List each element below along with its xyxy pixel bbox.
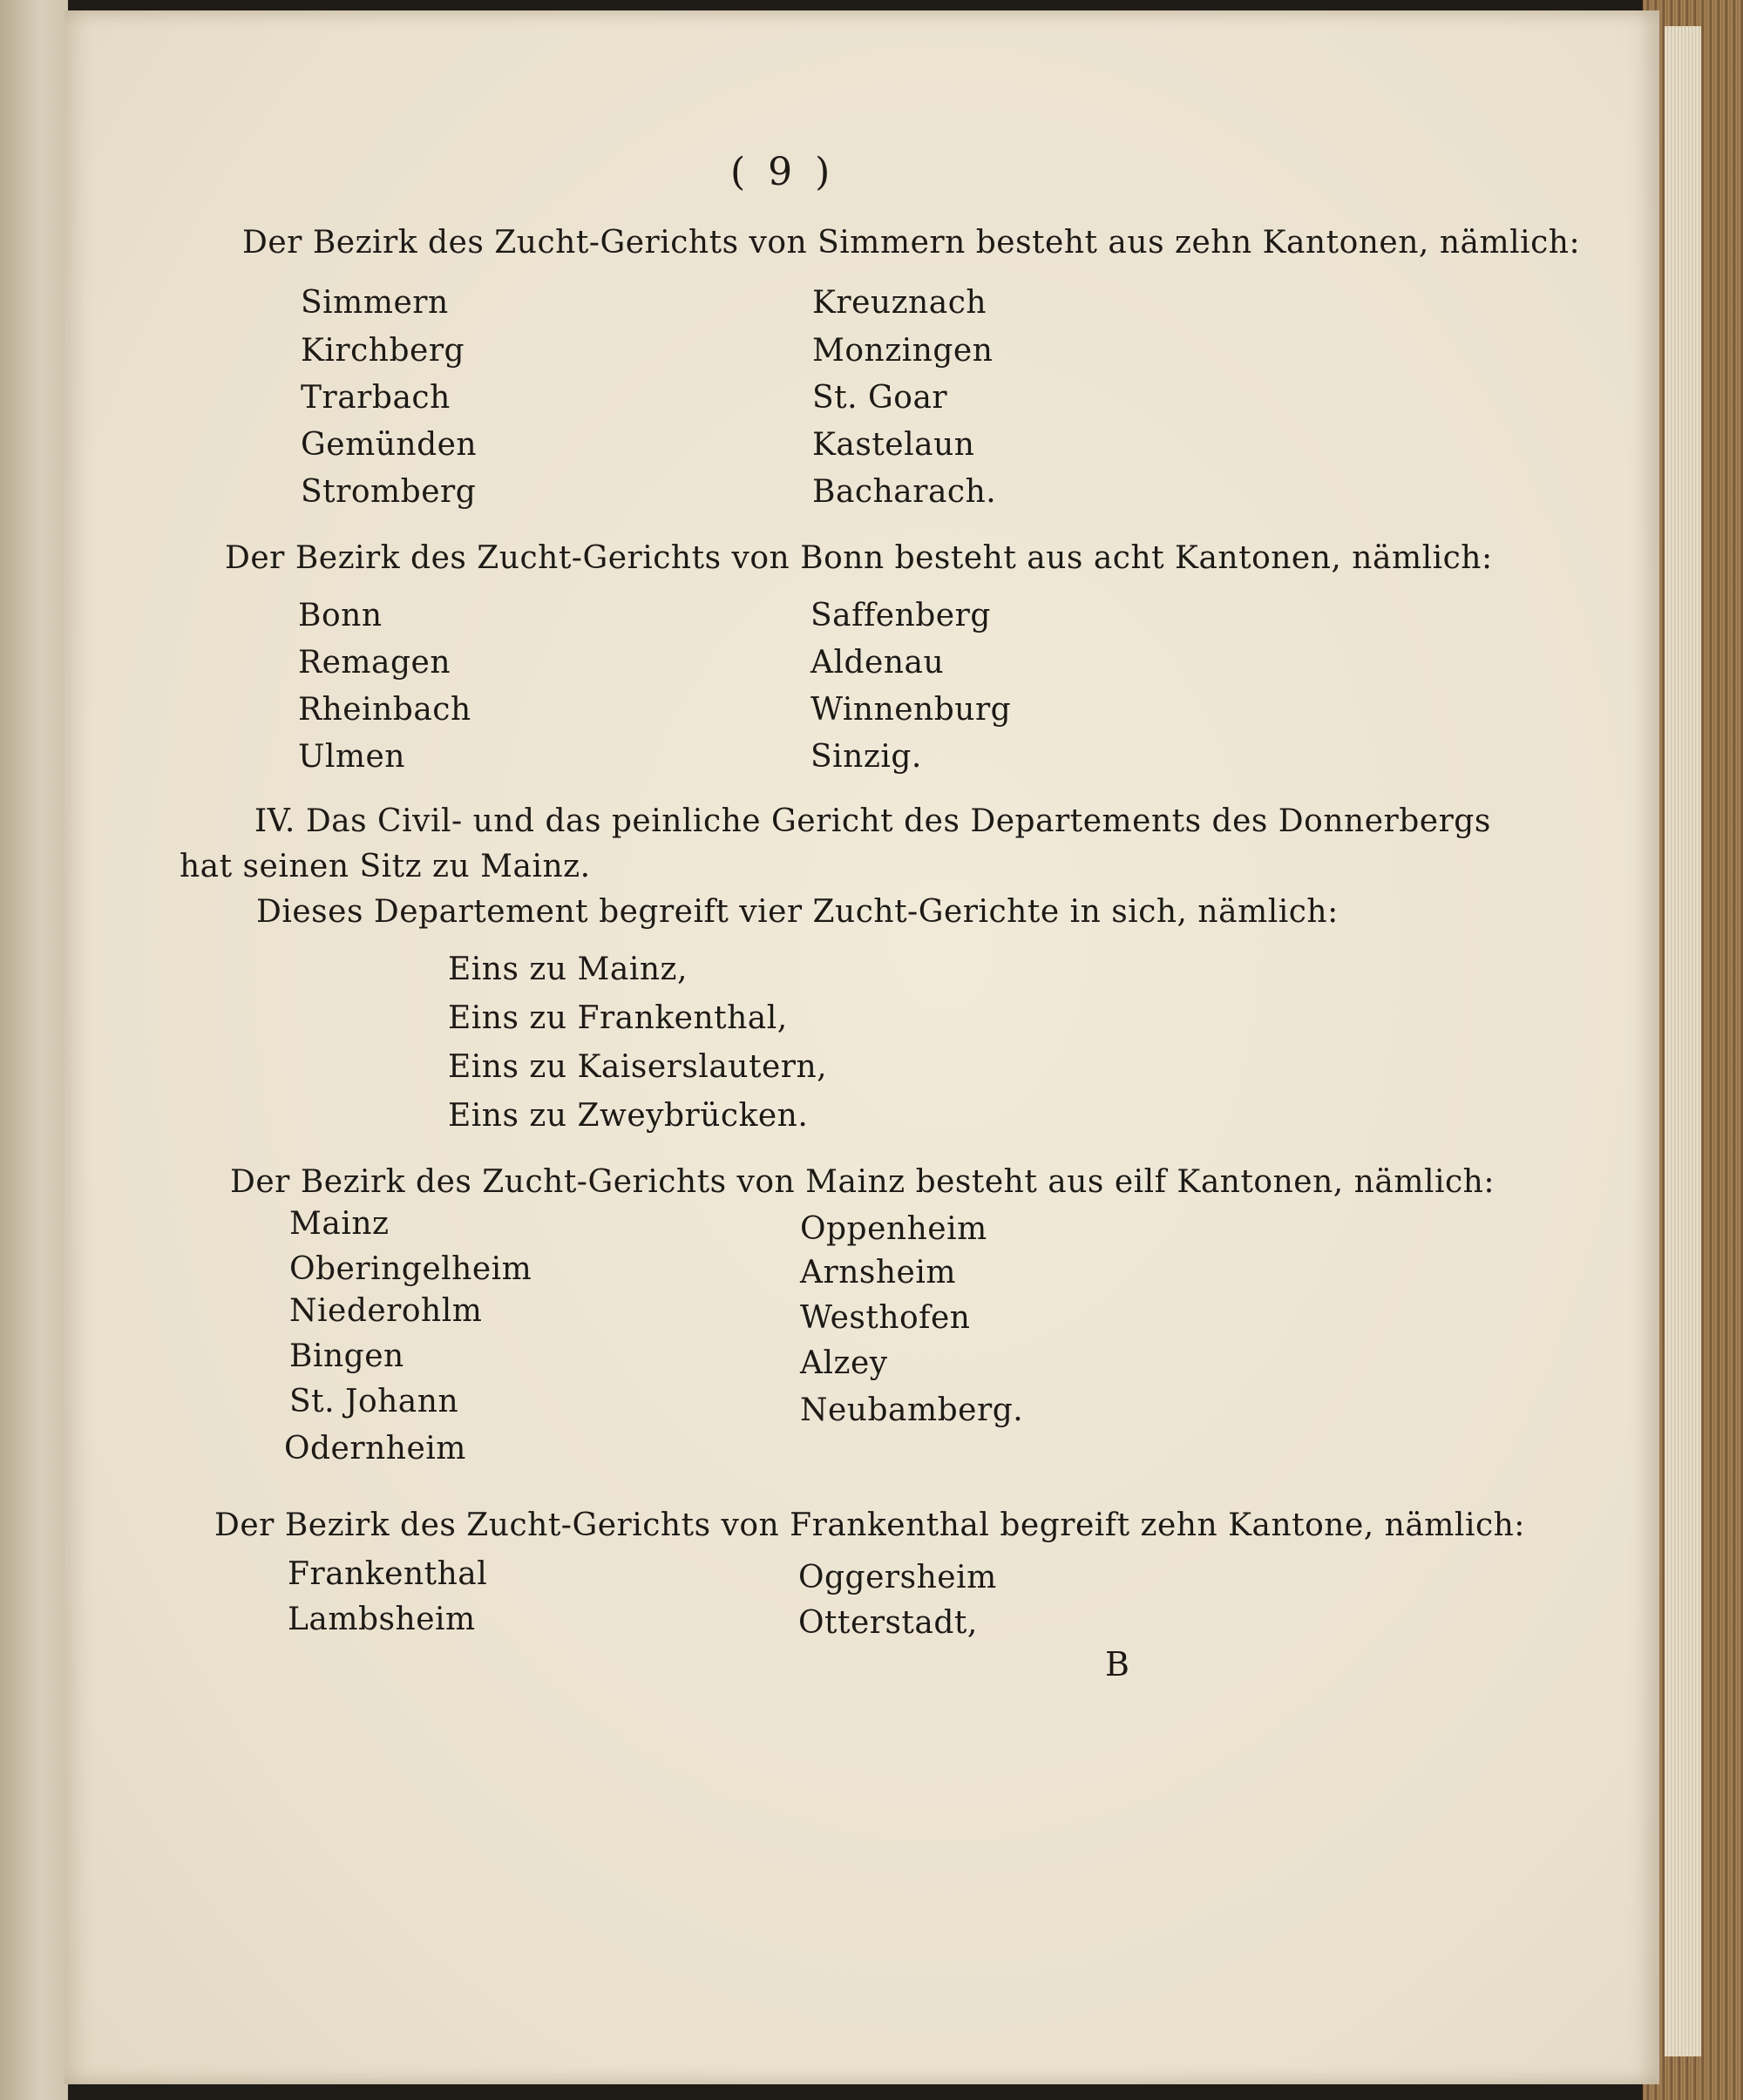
simmern-canton: Simmern <box>301 285 449 321</box>
simmern-canton: Trarbach <box>301 380 451 416</box>
simmern-canton: Gemünden <box>301 427 478 463</box>
simmern-canton: Kirchberg <box>301 333 465 369</box>
signature-mark: B <box>1105 1645 1130 1683</box>
section-iv-line: hat seinen Sitz zu Mainz. <box>180 849 591 884</box>
bonn-canton: Rheinbach <box>298 692 471 728</box>
page-stack-edge <box>1665 26 1701 2056</box>
bonn-canton: Bonn <box>298 598 383 633</box>
mainz-canton: Alzey <box>800 1345 888 1381</box>
book-page <box>64 10 1659 2084</box>
frankenthal-canton: Otterstadt, <box>798 1605 978 1641</box>
simmern-canton: Bacharach. <box>812 474 997 510</box>
bonn-canton: Winnenburg <box>810 692 1012 728</box>
bonn-canton: Remagen <box>298 645 451 681</box>
bonn-heading: Der Bezirk des Zucht-Gerichts von Bonn besteht aus acht Kantonen, nämlich: <box>225 540 1493 576</box>
mainz-canton: Bingen <box>289 1338 404 1374</box>
frankenthal-heading: Der Bezirk des Zucht-Gerichts von Frankenthal begreift zehn Kantone, nämlich: <box>214 1507 1525 1543</box>
mainz-canton: Westhofen <box>800 1300 971 1336</box>
simmern-canton: Kreuznach <box>812 285 987 321</box>
simmern-canton: Kastelaun <box>812 427 975 463</box>
mainz-canton: Neubamberg. <box>800 1392 1024 1428</box>
section-iv-item: Eins zu Zweybrücken. <box>448 1098 809 1134</box>
bonn-canton: Aldenau <box>810 645 945 681</box>
frankenthal-canton: Oggersheim <box>798 1560 997 1595</box>
frankenthal-canton: Frankenthal <box>288 1556 488 1592</box>
mainz-canton: Niederohlm <box>289 1293 483 1329</box>
mainz-heading: Der Bezirk des Zucht-Gerichts von Mainz besteht aus eilf Kantonen, nämlich: <box>230 1164 1495 1200</box>
frankenthal-canton: Lambsheim <box>288 1602 476 1637</box>
bonn-canton: Ulmen <box>298 739 405 775</box>
section-iv-item: Eins zu Kaiserslautern, <box>448 1049 828 1085</box>
simmern-heading: Der Bezirk des Zucht-Gerichts von Simmern besteht aus zehn Kantonen, nämlich: <box>242 225 1581 261</box>
simmern-canton: Monzingen <box>812 333 994 369</box>
bonn-canton: Saffenberg <box>810 598 991 633</box>
bonn-canton: Sinzig. <box>810 739 922 775</box>
section-iv-item: Eins zu Frankenthal, <box>448 1000 788 1036</box>
binding-left-edge <box>0 0 68 2100</box>
mainz-canton: Odernheim <box>284 1431 466 1467</box>
mainz-canton: Arnsheim <box>800 1255 957 1290</box>
section-iv-line: IV. Das Civil- und das peinliche Gericht des Departements des Donnerbergs <box>254 803 1491 839</box>
mainz-canton: Oberingelheim <box>289 1251 532 1287</box>
section-iv-line: Dieses Departement begreift vier Zucht-Gerichte in sich, nämlich: <box>256 894 1339 930</box>
page-number: ( 9 ) <box>730 150 836 194</box>
section-iv-item: Eins zu Mainz, <box>448 952 688 987</box>
mainz-canton: St. Johann <box>289 1384 459 1419</box>
mainz-canton: Mainz <box>289 1206 390 1242</box>
simmern-canton: Stromberg <box>301 474 477 510</box>
simmern-canton: St. Goar <box>812 380 948 416</box>
mainz-canton: Oppenheim <box>800 1211 987 1247</box>
